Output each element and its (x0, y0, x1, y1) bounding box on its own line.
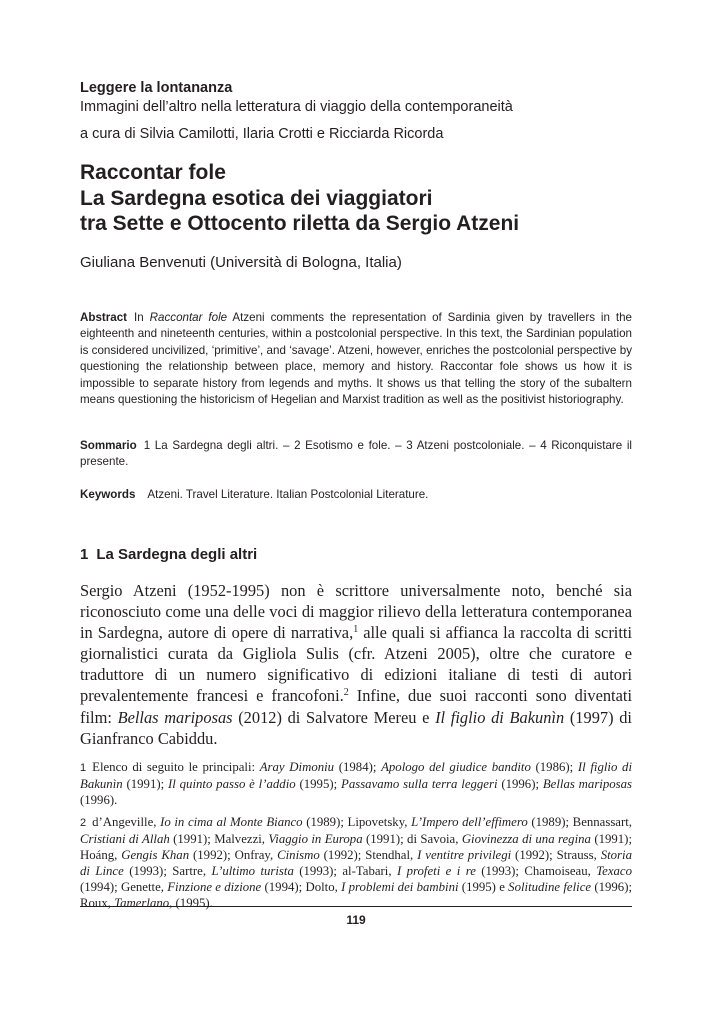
volume-editors: a cura di Silvia Camilotti, Ilaria Crotti e Ricciarda Ricorda (80, 126, 444, 142)
sommario-text: 1 La Sardegna degli altri. – 2 Esotismo e fole. – 3 Atzeni postcoloniale. – 4 Riconquistare il presente. (80, 439, 632, 469)
section-number: 1 (80, 546, 89, 563)
abstract-text-before: In (134, 311, 150, 324)
keywords-text: Atzeni. Travel Literature. Italian Postcolonial Literature. (147, 488, 429, 501)
film-title: Il figlio di Bakunìn (435, 707, 565, 727)
sommario-label: Sommario (80, 439, 137, 452)
body-text-part: alle quali si affianca la raccolta di scritti giornalistici curata da Gigliola Sulis (cfr. Atzeni 2005), oltre che curatore e traduttore di un numero significativo di edizioni italiane di testi di autori prevalentemente francesi e francofoni. (80, 623, 632, 706)
body-text-part: Sergio Atzeni (1952-1995) non è scrittore universalmente noto, benché sia riconosciuto come una delle voci di maggior rilievo della letteratura contemporanea in Sardegna, autore di opere di narrativa, (80, 581, 632, 643)
abstract (80, 310, 632, 408)
footer-divider (80, 906, 632, 907)
abstract-title-italic: Raccontar fole (149, 311, 228, 324)
body-text-part: (2012) di Salvatore Mereu e (232, 707, 436, 727)
volume-title: Leggere la lontananza (80, 80, 233, 96)
footnote-number: 1 (80, 762, 87, 774)
abstract-label: Abstract (80, 311, 128, 324)
body-text-part: (1997) di Gianfranco Cabiddu. (80, 707, 632, 748)
footnotes (80, 759, 632, 917)
article-subtitle-line1: La Sardegna esotica dei viaggiatori (80, 187, 433, 210)
body-paragraph (80, 580, 632, 749)
abstract-text: Atzeni comments the representation of Sardinia given by travellers in the eighteenth and nineteenth centuries, within a postcolonial perspective. In this text, the Sardinian population is considered uncivilized, ‘primitive’, and ‘savage’. Atzeni, however, enriches the postcolonial perspective by questioning the relationship between place, memory and history. Raccontar fole shows us how it is impossible to separate history from legends and myths. It shows us that telling the story of the subaltern means questioning the historicism of Hegelian and Marxist tradition as well as the positivist historiography. (80, 311, 632, 407)
film-title: Bellas mariposas (117, 707, 233, 727)
page-number: 119 (346, 913, 366, 927)
volume-subtitle: Immagini dell’altro nella letteratura di viaggio della contemporaneità (80, 99, 513, 115)
keywords-label: Keywords (80, 488, 136, 501)
body-text-part: Infine, due suoi racconti sono diventati film: (80, 686, 632, 727)
footnote-ref-1[interactable]: 1 (353, 624, 359, 636)
footnote-ref-2[interactable]: 2 (343, 687, 349, 699)
footnote-2: 2 d’Angeville, Io in cima al Monte Bianco (1989); Lipovetsky, L’Impero dell’effimero (1989); Bennassart, Cristiani di Allah (1991); Malvezzi, Viaggio in Europa (1991); di Savoia, Giovinezza di una regina (1991); Hoáng, Gengis Khan (1992); Onfray, Cinismo (1992); Stendhal, I ventitre privilegi (1992); Strauss, Storia di Lince (1993); Sartre, L’ultimo turista (1993); al-Tabari, I profeti e i re (1993); Chamoiseau, Texaco (1994); Genette, Finzione e dizione (1994); Dolto, I problemi dei bambini (1995) e Solitudine felice (1996); Roux, Tamerlano, (1995). (80, 815, 633, 910)
footnote-number: 2 (80, 817, 87, 829)
sommario (80, 438, 632, 471)
section-title: La Sardegna degli altri (96, 546, 258, 563)
article-author: Giuliana Benvenuti (Università di Bologna, Italia) (80, 254, 402, 271)
keywords (80, 488, 428, 501)
footnote-1: 1 Elenco di seguito le principali: Aray Dimoniu (1984); Apologo del giudice bandito (1986); Il figlio di Bakunìn (1991); Il quinto passo è l’addio (1995); Passavamo sulla terra leggeri (1996); Bellas mariposas (1996). (80, 760, 633, 807)
article-subtitle-line2: tra Sette e Ottocento riletta da Sergio Atzeni (80, 212, 520, 235)
article-title: Raccontar fole (80, 161, 226, 184)
section-heading (80, 546, 257, 563)
article-subtitle (80, 186, 519, 236)
